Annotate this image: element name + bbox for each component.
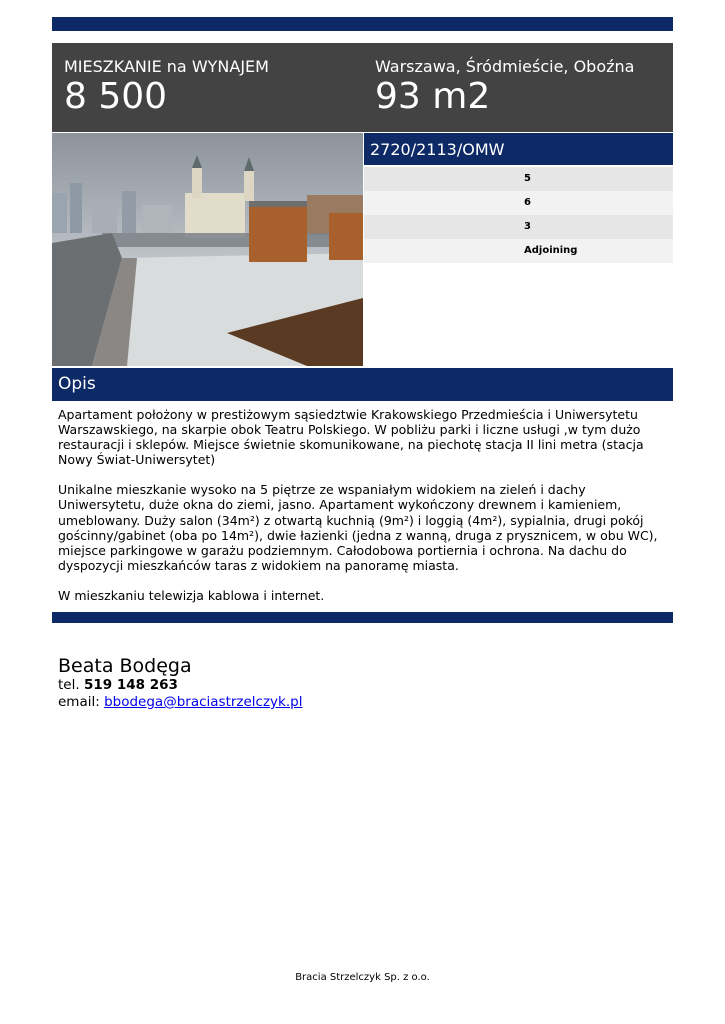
property-photo [52,133,363,366]
description-paragraph: Apartament położony w prestiżowym sąsiedztwie Krakowskiego Przedmieścia i Uniwersytetu Warszawskiego, na skarpie obok Teatru Polskiego. W pobliżu parki i liczne usługi ,w tym dużo restauracji i sklepów. Miejsce świetnie skomunikowane, na piechotę stacja II lini metra (stacja Nowy Świat-Uniwersytet) [58,407,644,468]
params-value: 5 [524,173,531,184]
listing-location: Warszawa, Śródmieście, Oboźna [375,57,635,76]
phone-label: tel. [58,677,80,693]
reference-number: 2720/2113/OMW [370,140,505,159]
email-label: email: [58,694,100,710]
phone-number: 519 148 263 [83,677,178,693]
top-accent-bar [52,17,673,31]
footer-company: Bracia Strzelczyk Sp. z o.o. [295,972,430,983]
params-value: 3 [524,221,531,232]
description-heading: Opis [58,374,96,394]
header-right [375,43,665,132]
params-table [364,167,673,263]
agent-name: Beata Bodęga [58,655,192,677]
section-divider-bar [52,612,673,623]
params-value: 6 [524,197,531,208]
listing-area: 93 m2 [375,76,491,117]
params-row [364,239,673,263]
description-paragraph: W mieszkaniu telewizja kablowa i internet. [58,587,325,603]
description-text [58,407,668,618]
listing-price: 8 500 [64,76,168,117]
params-value: Adjoining [524,245,578,256]
listing-header [52,43,673,132]
email-link[interactable]: bbodega@braciastrzelczyk.pl [104,694,303,710]
description-paragraph: Unikalne mieszkanie wysoko na 5 piętrze ze wspaniałym widokiem na zieleń i dachy Uniwersytetu, duże okna do ziemi, jasno. Apartament wykończony drewnem i kamieniem, umeblowany. Duży salon (34m²) z otwartą kuchnią (9m²) i loggią (4m²), sypialnia, drugi pokój gościnny/gabinet (oba po 14m²), dwie łazienki (jedna z wanną, druga z prysznicem, w obu WC), miejsce parkingowe w garażu podziemnym. Całodobowa portiernia i ochrona. Na dachu do dyspozycji mieszkańców taras z widokiem na panoramę miasta. [58,482,658,573]
email-line [58,694,302,711]
phone-line [58,677,302,694]
description-header [52,368,673,401]
params-row [364,167,673,191]
header-left [64,43,354,132]
reference-bar [364,133,673,165]
params-row [364,191,673,215]
listing-type: MIESZKANIE na WYNAJEM [64,57,269,76]
params-row [364,215,673,239]
contact-block [58,655,302,711]
